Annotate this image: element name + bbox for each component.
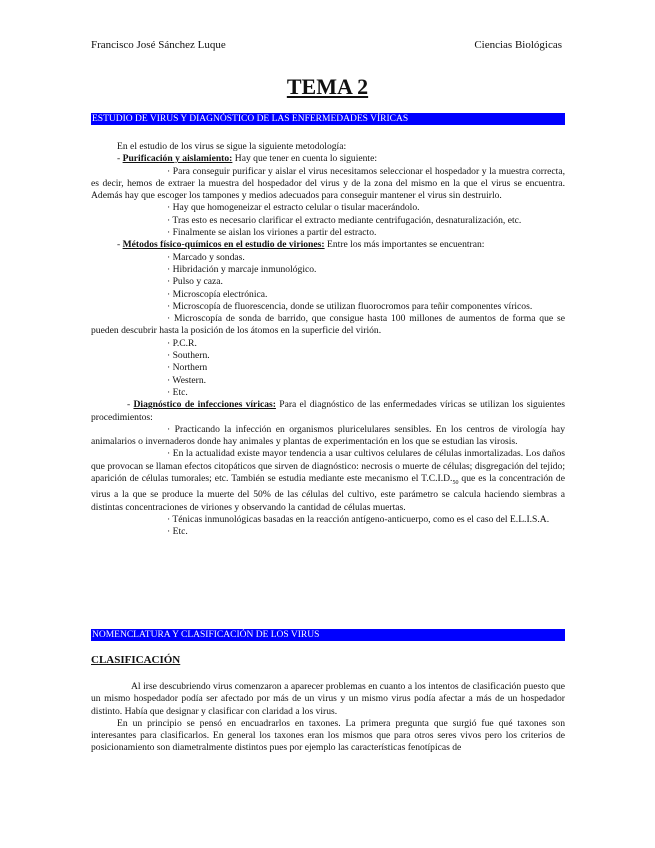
page-title: TEMA 2	[286, 74, 369, 99]
clasificacion-paragraph-1: Al irse descubriendo virus comenzaron a aparecer problemas en cuanto a los intentos de clasificación puesto que un mismo hospedador podía ser afectado por más de un virus y un mismo virus podía afectar a más de un hospedador distinto. Había que designar y clasificar con claridad a los virus.	[91, 681, 565, 717]
list-item: · Pulso y caza.	[167, 276, 223, 288]
diagnostico-paragraph-3: · Ténicas inmunológicas basadas en la reacción antígeno-anticuerpo, como es el caso del E.L.I.S.A.	[167, 513, 550, 525]
diagnostico-heading: - Diagnóstico de infecciones víricas: Para el diagnóstico de las enfermedades víricas se utilizan los siguientes procedimientos:	[91, 399, 566, 423]
intro-line: En el estudio de los virus se sigue la siguiente metodología:	[117, 141, 347, 152]
list-item: · Western.	[167, 374, 207, 386]
purificacion-heading: - Purificación y aislamiento: Hay que tener en cuenta lo siguiente:	[117, 153, 378, 165]
section-bar-estudio: ESTUDIO DE VIRUS Y DIAGNÓSTICO DE LAS ENFERMEDADES VÍRICAS	[91, 113, 565, 125]
sonda-paragraph: · Microscopía de sonda de barrido, que consigue hasta 100 millones de aumentos de forma que se pueden descubrir hasta la posición de los átomos en la superficie del virión.	[91, 313, 565, 337]
diagnostico-paragraph-1: · Practicando la infección en organismos pluricelulares sensibles. En los centros de virología hay animalarios o invernaderos donde hay animales y plantas de experimentación en los que se estudian las virosis.	[91, 423, 565, 448]
list-item: · Tras esto es necesario clarificar el extracto mediante centrifugación, desnaturalización, etc.	[167, 214, 522, 226]
list-item: · Southern.	[167, 350, 210, 362]
list-item: · Hay que homogeneizar el estracto celular o tisular macerándolo.	[167, 202, 420, 214]
list-item: · Marcado y sondas.	[167, 251, 245, 263]
section-bar-nomenclatura: NOMENCLATURA Y CLASIFICACIÓN DE LOS VIRUS	[91, 629, 565, 641]
list-item: · Hibridación y marcaje inmunológico.	[167, 263, 317, 275]
metodos-heading: - Métodos físico-químicos en el estudio de viriones: Entre los más importantes se encuentran:	[117, 239, 485, 251]
purificacion-paragraph: · Para conseguir purificar y aislar el virus necesitamos seleccionar el hospedador y la muestra correcta, es decir, hemos de extraer la muestra del hospedador del virus y de la zona del mismo en la que el virus se encuentra. Además hay que escoger los tampones y medios adecuados para conseguir mantener el virus sin destruirlo.	[91, 165, 565, 202]
list-item: · Etc.	[167, 386, 188, 398]
clasificacion-paragraph-2: En un principio se pensó en encuadrarlos en taxones. La primera pregunta que surgió fue qué taxones son interesantes para clasificarlos. En general los taxones eran los mismos que para otros seres vivos pero los criterios de posicionamiento son diametralmente distintos pues por ejemplo las características fenotípicas de	[91, 717, 565, 754]
diagnostico-paragraph-2: · En la actualidad existe mayor tendencia a usar cultivos celulares de células inmortalizadas. Los daños que provocan se llaman efectos citopáticos que sirven de diagnóstico: necrosis o muerte de células; disgregación del tejido; aparición de células tumorales; etc. También se estudia mediante este mecanismo el $T.C.I.D._{50}$ que es la concentración de virus a la que se produce la muerte del 50% de las células del cultivo, este parámetro se calcula haciendo siembras a distintas concentraciones de viriones y observando la cantidad de células muertas.	[91, 448, 565, 513]
section-estudio-body	[91, 141, 565, 538]
purificacion-label: Purificación y aislamiento:	[122, 153, 233, 165]
clasificacion-heading: CLASIFICACIÓN	[91, 654, 181, 666]
section-clasificacion-body	[91, 681, 565, 755]
list-item: · Finalmente se aislan los viriones a partir del estracto.	[167, 227, 377, 239]
header-author: Francisco José Sánchez Luque	[91, 39, 226, 51]
header-subject: Ciencias Biológicas	[474, 39, 562, 51]
fluorescencia-paragraph: · Microscopía de fluorescencia, donde se utilizan fluorocromos para teñir componentes víricos.	[167, 300, 533, 312]
metodos-label: Métodos físico-químicos en el estudio de viriones:	[122, 239, 325, 251]
list-item: · Northern	[167, 362, 208, 374]
list-item: · Microscopía electrónica.	[167, 288, 268, 300]
list-item: · P.C.R.	[167, 337, 197, 349]
diagnostico-label: Diagnóstico de infecciones víricas:	[133, 399, 276, 411]
list-item: · Etc.	[167, 526, 188, 538]
